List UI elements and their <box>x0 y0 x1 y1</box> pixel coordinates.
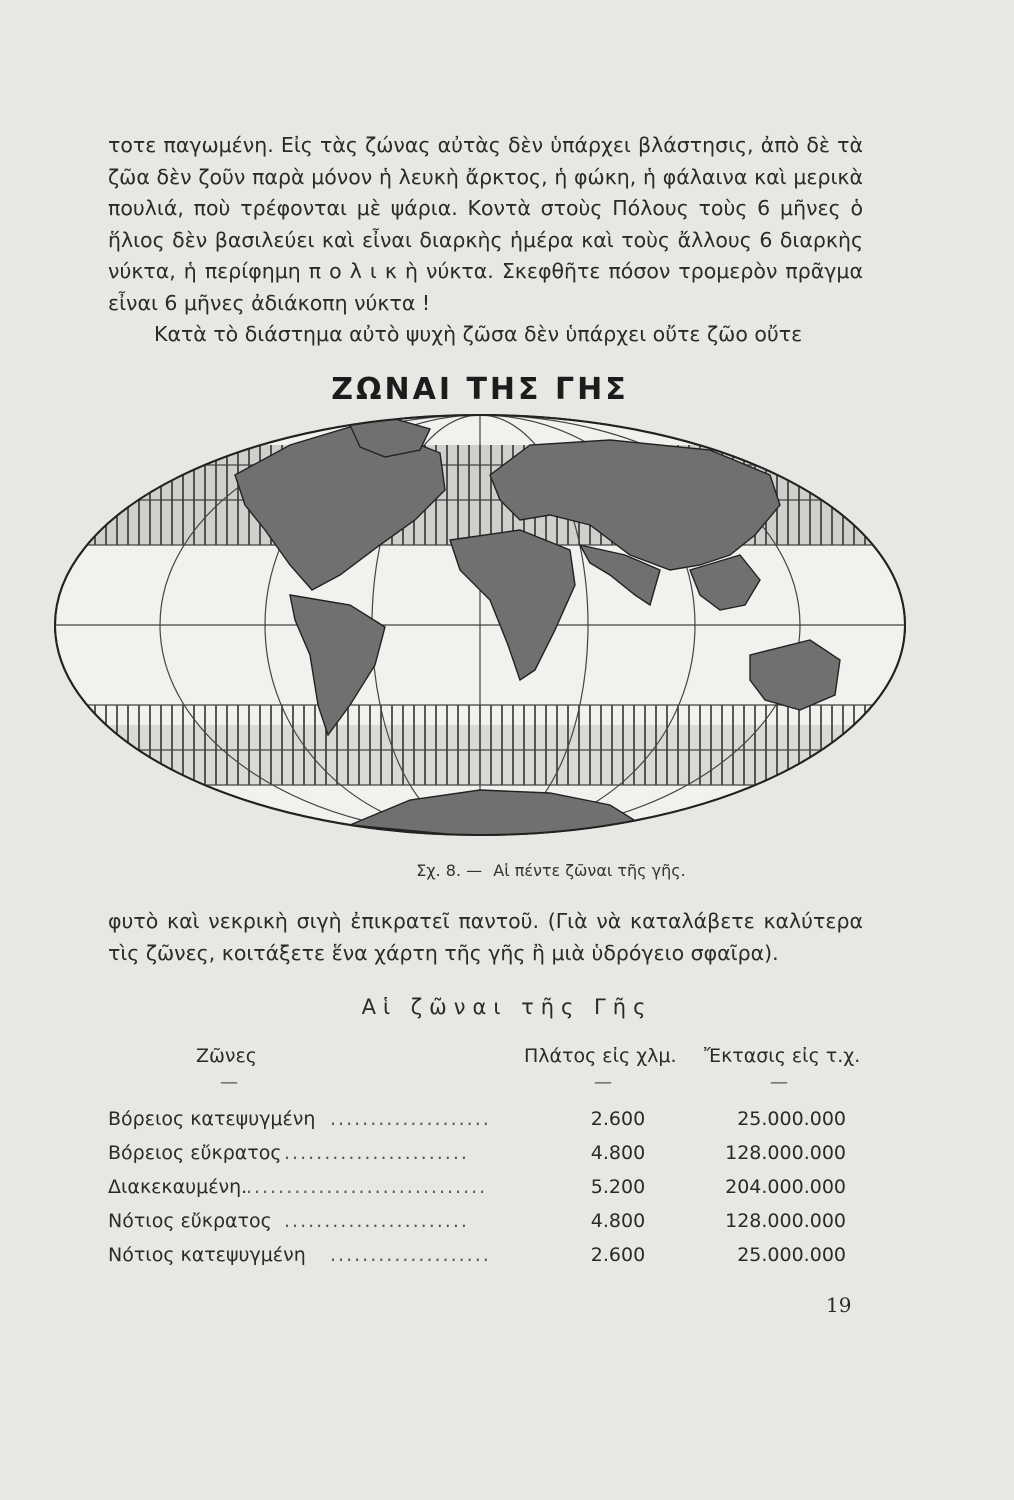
leader-dots: .............................. <box>246 1176 488 1198</box>
leader-dots: .................... <box>330 1244 491 1266</box>
column-header-zone: Ζῶνες <box>196 1045 257 1067</box>
paragraph-top-continuation: Κατὰ τὸ διάστημα αὐτὸ ψυχὴ ζῶσα δὲν ὑπάρχει οὔτε ζῶο οὔτε <box>154 322 803 346</box>
table-row <box>108 1142 848 1172</box>
zone-name: Νότιος εὔκρατος <box>108 1210 272 1232</box>
zone-width: 4.800 <box>590 1142 646 1164</box>
leader-dots: ....................... <box>284 1142 469 1164</box>
body-paragraph-bottom: φυτὸ καὶ νεκρικὴ σιγὴ ἐπικρατεῖ παντοῦ. (Γιὰ νὰ καταλάβετε καλύτερα τὶς ζῶνες, κοιτάξετε ἕνα χάρτη τῆς γῆς ἢ μιὰ ὑδρόγειο σφαῖρα). <box>108 909 863 965</box>
column-separator-zone: — <box>220 1072 238 1093</box>
leader-dots: ....................... <box>284 1210 469 1232</box>
figure-caption <box>0 861 1014 880</box>
zone-area: 204.000.000 <box>725 1176 846 1198</box>
paragraph-top-text: τοτε παγωμένη. Εἰς τὰς ζώνας αὐτὰς δὲν ὑπάρχει βλάστησις, ἀπὸ δὲ τὰ ζῶα δὲν ζοῦν παρὰ μόνον ἡ λευκὴ ἄρκτος, ἡ φώκη, ἡ φάλαινα καὶ μερικὰ πουλιά, ποὺ τρέφονται μὲ ψάρια. Κοντὰ στοὺς Πόλους τοὺς 6 μῆνες ὁ ἥλιος δὲν βασιλεύει καὶ εἶναι διαρκὴς ἡμέρα καὶ τοὺς ἄλλους 6 διαρκὴς νύκτα, ἡ περίφημη π ο λ ι κ ὴ νύκτα. Σκεφθῆτε πόσον τρομερὸν πρᾶγμα εἶναι 6 μῆνες ἀδιάκοπη νύκτα ! <box>108 133 863 315</box>
world-zones-map <box>50 405 910 840</box>
table-title: Αἱ ζῶναι τῆς Γῆς <box>361 995 653 1019</box>
zone-name: Βόρειος κατεψυγμένη <box>108 1108 316 1130</box>
zone-width: 5.200 <box>590 1176 646 1198</box>
table-row <box>108 1210 848 1240</box>
zone-area: 25.000.000 <box>737 1244 846 1266</box>
figure-caption-text: Αἱ πέντε ζῶναι τῆς γῆς. <box>493 861 686 880</box>
zone-width: 2.600 <box>590 1244 646 1266</box>
figure-number: Σχ. 8. — <box>416 861 483 880</box>
body-paragraph-top <box>108 130 863 351</box>
map-title: ΖΩΝΑΙ ΤΗΣ ΓΗΣ <box>331 372 629 407</box>
page-number: 19 <box>826 1293 852 1317</box>
table-row <box>108 1176 848 1206</box>
column-header-width: Πλάτος εἰς χλμ. <box>524 1045 677 1067</box>
table-row <box>108 1244 848 1274</box>
leader-dots: .................... <box>330 1108 491 1130</box>
zone-area: 128.000.000 <box>725 1142 846 1164</box>
table-row <box>108 1108 848 1138</box>
zone-area: 25.000.000 <box>737 1108 846 1130</box>
zone-name: Διακεκαυμένη. <box>108 1176 248 1198</box>
column-header-area: Ἔκτασις εἰς τ.χ. <box>704 1045 861 1067</box>
zone-name: Νότιος κατεψυγμένη <box>108 1244 306 1266</box>
column-separator-width: — <box>594 1072 612 1093</box>
zone-name: Βόρειος εὔκρατος <box>108 1142 282 1164</box>
column-separator-area: — <box>770 1072 788 1093</box>
zone-width: 2.600 <box>590 1108 646 1130</box>
zone-area: 128.000.000 <box>725 1210 846 1232</box>
zone-width: 4.800 <box>590 1210 646 1232</box>
